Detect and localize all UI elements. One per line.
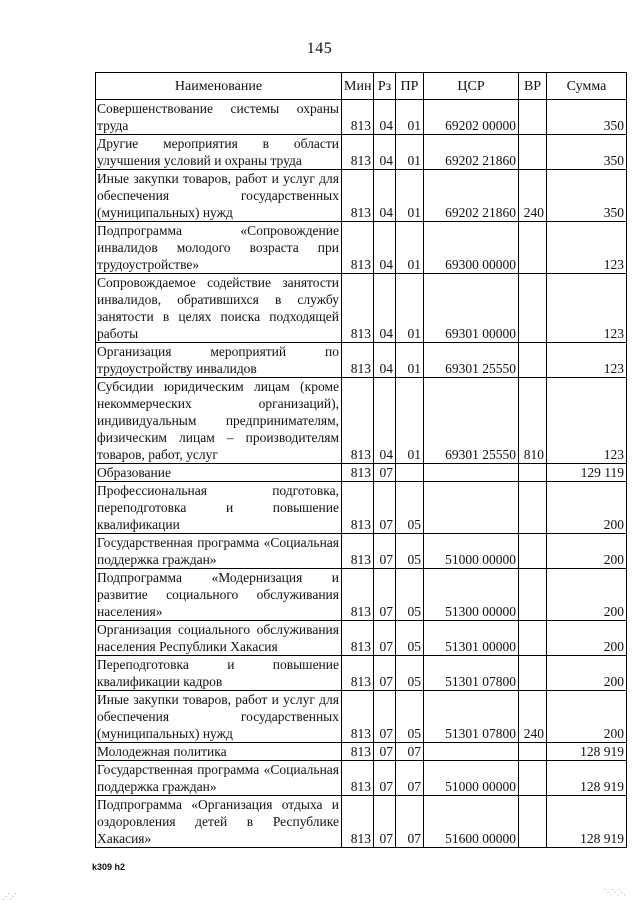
header-min: Мин [342, 73, 374, 100]
row-vr-cell [519, 743, 547, 761]
table-header [96, 73, 627, 100]
table-row [96, 464, 627, 482]
table-row [96, 274, 627, 343]
row-vr-cell [519, 343, 547, 378]
row-sum-cell: 350 [547, 100, 627, 135]
table-row [96, 796, 627, 848]
row-sum-cell: 200 [547, 569, 627, 621]
header-row [96, 73, 627, 100]
row-min-cell: 813 [342, 100, 374, 135]
row-vr-cell [519, 761, 547, 796]
row-rz-cell: 04 [374, 170, 396, 222]
row-rz-cell: 04 [374, 100, 396, 135]
row-rz-cell: 07 [374, 691, 396, 743]
row-csr-cell: 69202 00000 [424, 100, 519, 135]
row-name-cell: Субсидии юридическим лицам (кроме некоммерческих организаций), индивидуальным предпринимателям, физическим лицам – производителям товаров, работ, услуг [96, 378, 342, 464]
row-csr-cell: 51301 00000 [424, 621, 519, 656]
row-csr-cell: 69300 00000 [424, 222, 519, 274]
budget-table [95, 72, 627, 848]
row-rz-cell: 07 [374, 761, 396, 796]
row-name-cell: Переподготовка и повышение квалификации кадров [96, 656, 342, 691]
row-pr-cell: 01 [396, 343, 424, 378]
row-vr-cell [519, 482, 547, 534]
row-csr-cell: 51301 07800 [424, 691, 519, 743]
row-pr-cell: 05 [396, 482, 424, 534]
row-rz-cell: 07 [374, 743, 396, 761]
row-csr-cell [424, 482, 519, 534]
row-rz-cell: 04 [374, 343, 396, 378]
row-vr-cell [519, 534, 547, 569]
row-sum-cell: 200 [547, 534, 627, 569]
row-csr-cell: 51600 00000 [424, 796, 519, 848]
row-pr-cell: 05 [396, 656, 424, 691]
row-pr-cell: 05 [396, 621, 424, 656]
row-sum-cell: 200 [547, 621, 627, 656]
row-sum-cell: 200 [547, 482, 627, 534]
row-csr-cell [424, 743, 519, 761]
row-name-cell: Государственная программа «Социальная поддержка граждан» [96, 534, 342, 569]
row-vr-cell [519, 464, 547, 482]
row-rz-cell: 07 [374, 621, 396, 656]
row-vr-cell: 240 [519, 170, 547, 222]
row-name-cell: Подпрограмма «Организация отдыха и оздоровления детей в Республике Хакасия» [96, 796, 342, 848]
row-name-cell: Подпрограмма «Модернизация и развитие социального обслуживания населения» [96, 569, 342, 621]
footer-code: k309 h2 [92, 862, 126, 872]
row-csr-cell: 69202 21860 [424, 170, 519, 222]
row-pr-cell: 05 [396, 691, 424, 743]
row-min-cell: 813 [342, 378, 374, 464]
row-min-cell: 813 [342, 569, 374, 621]
row-vr-cell: 240 [519, 691, 547, 743]
row-pr-cell: 05 [396, 534, 424, 569]
row-sum-cell: 123 [547, 343, 627, 378]
row-min-cell: 813 [342, 656, 374, 691]
row-csr-cell: 69301 25550 [424, 378, 519, 464]
row-rz-cell: 04 [374, 378, 396, 464]
table-row [96, 691, 627, 743]
row-min-cell: 813 [342, 621, 374, 656]
row-min-cell: 813 [342, 691, 374, 743]
row-min-cell: 813 [342, 743, 374, 761]
page-number: 145 [306, 40, 333, 57]
row-pr-cell: 05 [396, 569, 424, 621]
row-sum-cell: 123 [547, 378, 627, 464]
row-name-cell: Образование [96, 464, 342, 482]
row-min-cell: 813 [342, 222, 374, 274]
row-min-cell: 813 [342, 464, 374, 482]
row-pr-cell [396, 464, 424, 482]
row-name-cell: Совершенствование системы охраны труда [96, 100, 342, 135]
header-rz: Рз [374, 73, 396, 100]
row-rz-cell: 07 [374, 482, 396, 534]
row-pr-cell: 01 [396, 222, 424, 274]
row-vr-cell [519, 222, 547, 274]
row-vr-cell: 810 [519, 378, 547, 464]
row-rz-cell: 04 [374, 222, 396, 274]
row-name-cell: Молодежная политика [96, 743, 342, 761]
table-body [96, 100, 627, 848]
row-name-cell: Профессиональная подготовка, переподготовка и повышение квалификации [96, 482, 342, 534]
table-row [96, 378, 627, 464]
row-rz-cell: 07 [374, 464, 396, 482]
row-name-cell: Другие мероприятия в области улучшения условий и охраны труда [96, 135, 342, 170]
table-row [96, 135, 627, 170]
header-sum: Сумма [547, 73, 627, 100]
row-csr-cell: 69301 25550 [424, 343, 519, 378]
header-vr: ВР [519, 73, 547, 100]
row-sum-cell: 129 119 [547, 464, 627, 482]
row-name-cell: Организация социального обслуживания населения Республики Хакасия [96, 621, 342, 656]
row-vr-cell [519, 796, 547, 848]
table-row [96, 482, 627, 534]
row-csr-cell: 51000 00000 [424, 534, 519, 569]
row-min-cell: 813 [342, 482, 374, 534]
row-csr-cell: 69202 21860 [424, 135, 519, 170]
row-vr-cell [519, 621, 547, 656]
row-min-cell: 813 [342, 343, 374, 378]
row-name-cell: Подпрограмма «Сопровождение инвалидов молодого возраста при трудоустройстве» [96, 222, 342, 274]
row-min-cell: 813 [342, 761, 374, 796]
row-name-cell: Иные закупки товаров, работ и услуг для обеспечения государственных (муниципальных) нужд [96, 170, 342, 222]
row-sum-cell: 200 [547, 691, 627, 743]
row-sum-cell: 128 919 [547, 761, 627, 796]
row-vr-cell [519, 100, 547, 135]
row-pr-cell: 01 [396, 274, 424, 343]
row-rz-cell: 07 [374, 534, 396, 569]
table-row [96, 569, 627, 621]
row-pr-cell: 07 [396, 761, 424, 796]
row-rz-cell: 04 [374, 135, 396, 170]
row-pr-cell: 01 [396, 135, 424, 170]
table-row [96, 621, 627, 656]
table-row [96, 222, 627, 274]
header-pr: ПР [396, 73, 424, 100]
table-row [96, 761, 627, 796]
row-name-cell: Иные закупки товаров, работ и услуг для обеспечения государственных (муниципальных) нужд [96, 691, 342, 743]
row-pr-cell: 07 [396, 743, 424, 761]
row-sum-cell: 128 919 [547, 743, 627, 761]
row-vr-cell [519, 656, 547, 691]
row-sum-cell: 350 [547, 135, 627, 170]
row-csr-cell: 69301 00000 [424, 274, 519, 343]
row-pr-cell: 01 [396, 100, 424, 135]
row-vr-cell [519, 274, 547, 343]
row-csr-cell: 51300 00000 [424, 569, 519, 621]
row-vr-cell [519, 135, 547, 170]
row-min-cell: 813 [342, 274, 374, 343]
table-row [96, 656, 627, 691]
scan-artifact-left: ⋰⋰ [2, 892, 16, 901]
row-rz-cell: 04 [374, 274, 396, 343]
table-row [96, 100, 627, 135]
row-min-cell: 813 [342, 534, 374, 569]
row-name-cell: Организация мероприятий по трудоустройству инвалидов [96, 343, 342, 378]
row-vr-cell [519, 569, 547, 621]
row-sum-cell: 350 [547, 170, 627, 222]
row-pr-cell: 01 [396, 170, 424, 222]
row-min-cell: 813 [342, 135, 374, 170]
table-row [96, 343, 627, 378]
row-csr-cell [424, 464, 519, 482]
row-csr-cell: 51301 07800 [424, 656, 519, 691]
header-name: Наименование [96, 73, 342, 100]
row-csr-cell: 51000 00000 [424, 761, 519, 796]
table-row [96, 743, 627, 761]
row-name-cell: Сопровождаемое содействие занятости инвалидов, обратившихся в службу занятости в целях поиска подходящей работы [96, 274, 342, 343]
row-sum-cell: 123 [547, 274, 627, 343]
header-csr: ЦСР [424, 73, 519, 100]
row-pr-cell: 01 [396, 378, 424, 464]
table-row [96, 170, 627, 222]
row-min-cell: 813 [342, 796, 374, 848]
row-min-cell: 813 [342, 170, 374, 222]
row-sum-cell: 123 [547, 222, 627, 274]
row-sum-cell: 200 [547, 656, 627, 691]
row-rz-cell: 07 [374, 796, 396, 848]
scan-artifact-right: ⋱⋱⋱ [604, 888, 625, 897]
row-rz-cell: 07 [374, 656, 396, 691]
row-sum-cell: 128 919 [547, 796, 627, 848]
row-name-cell: Государственная программа «Социальная поддержка граждан» [96, 761, 342, 796]
row-pr-cell: 07 [396, 796, 424, 848]
row-rz-cell: 07 [374, 569, 396, 621]
table-row [96, 534, 627, 569]
